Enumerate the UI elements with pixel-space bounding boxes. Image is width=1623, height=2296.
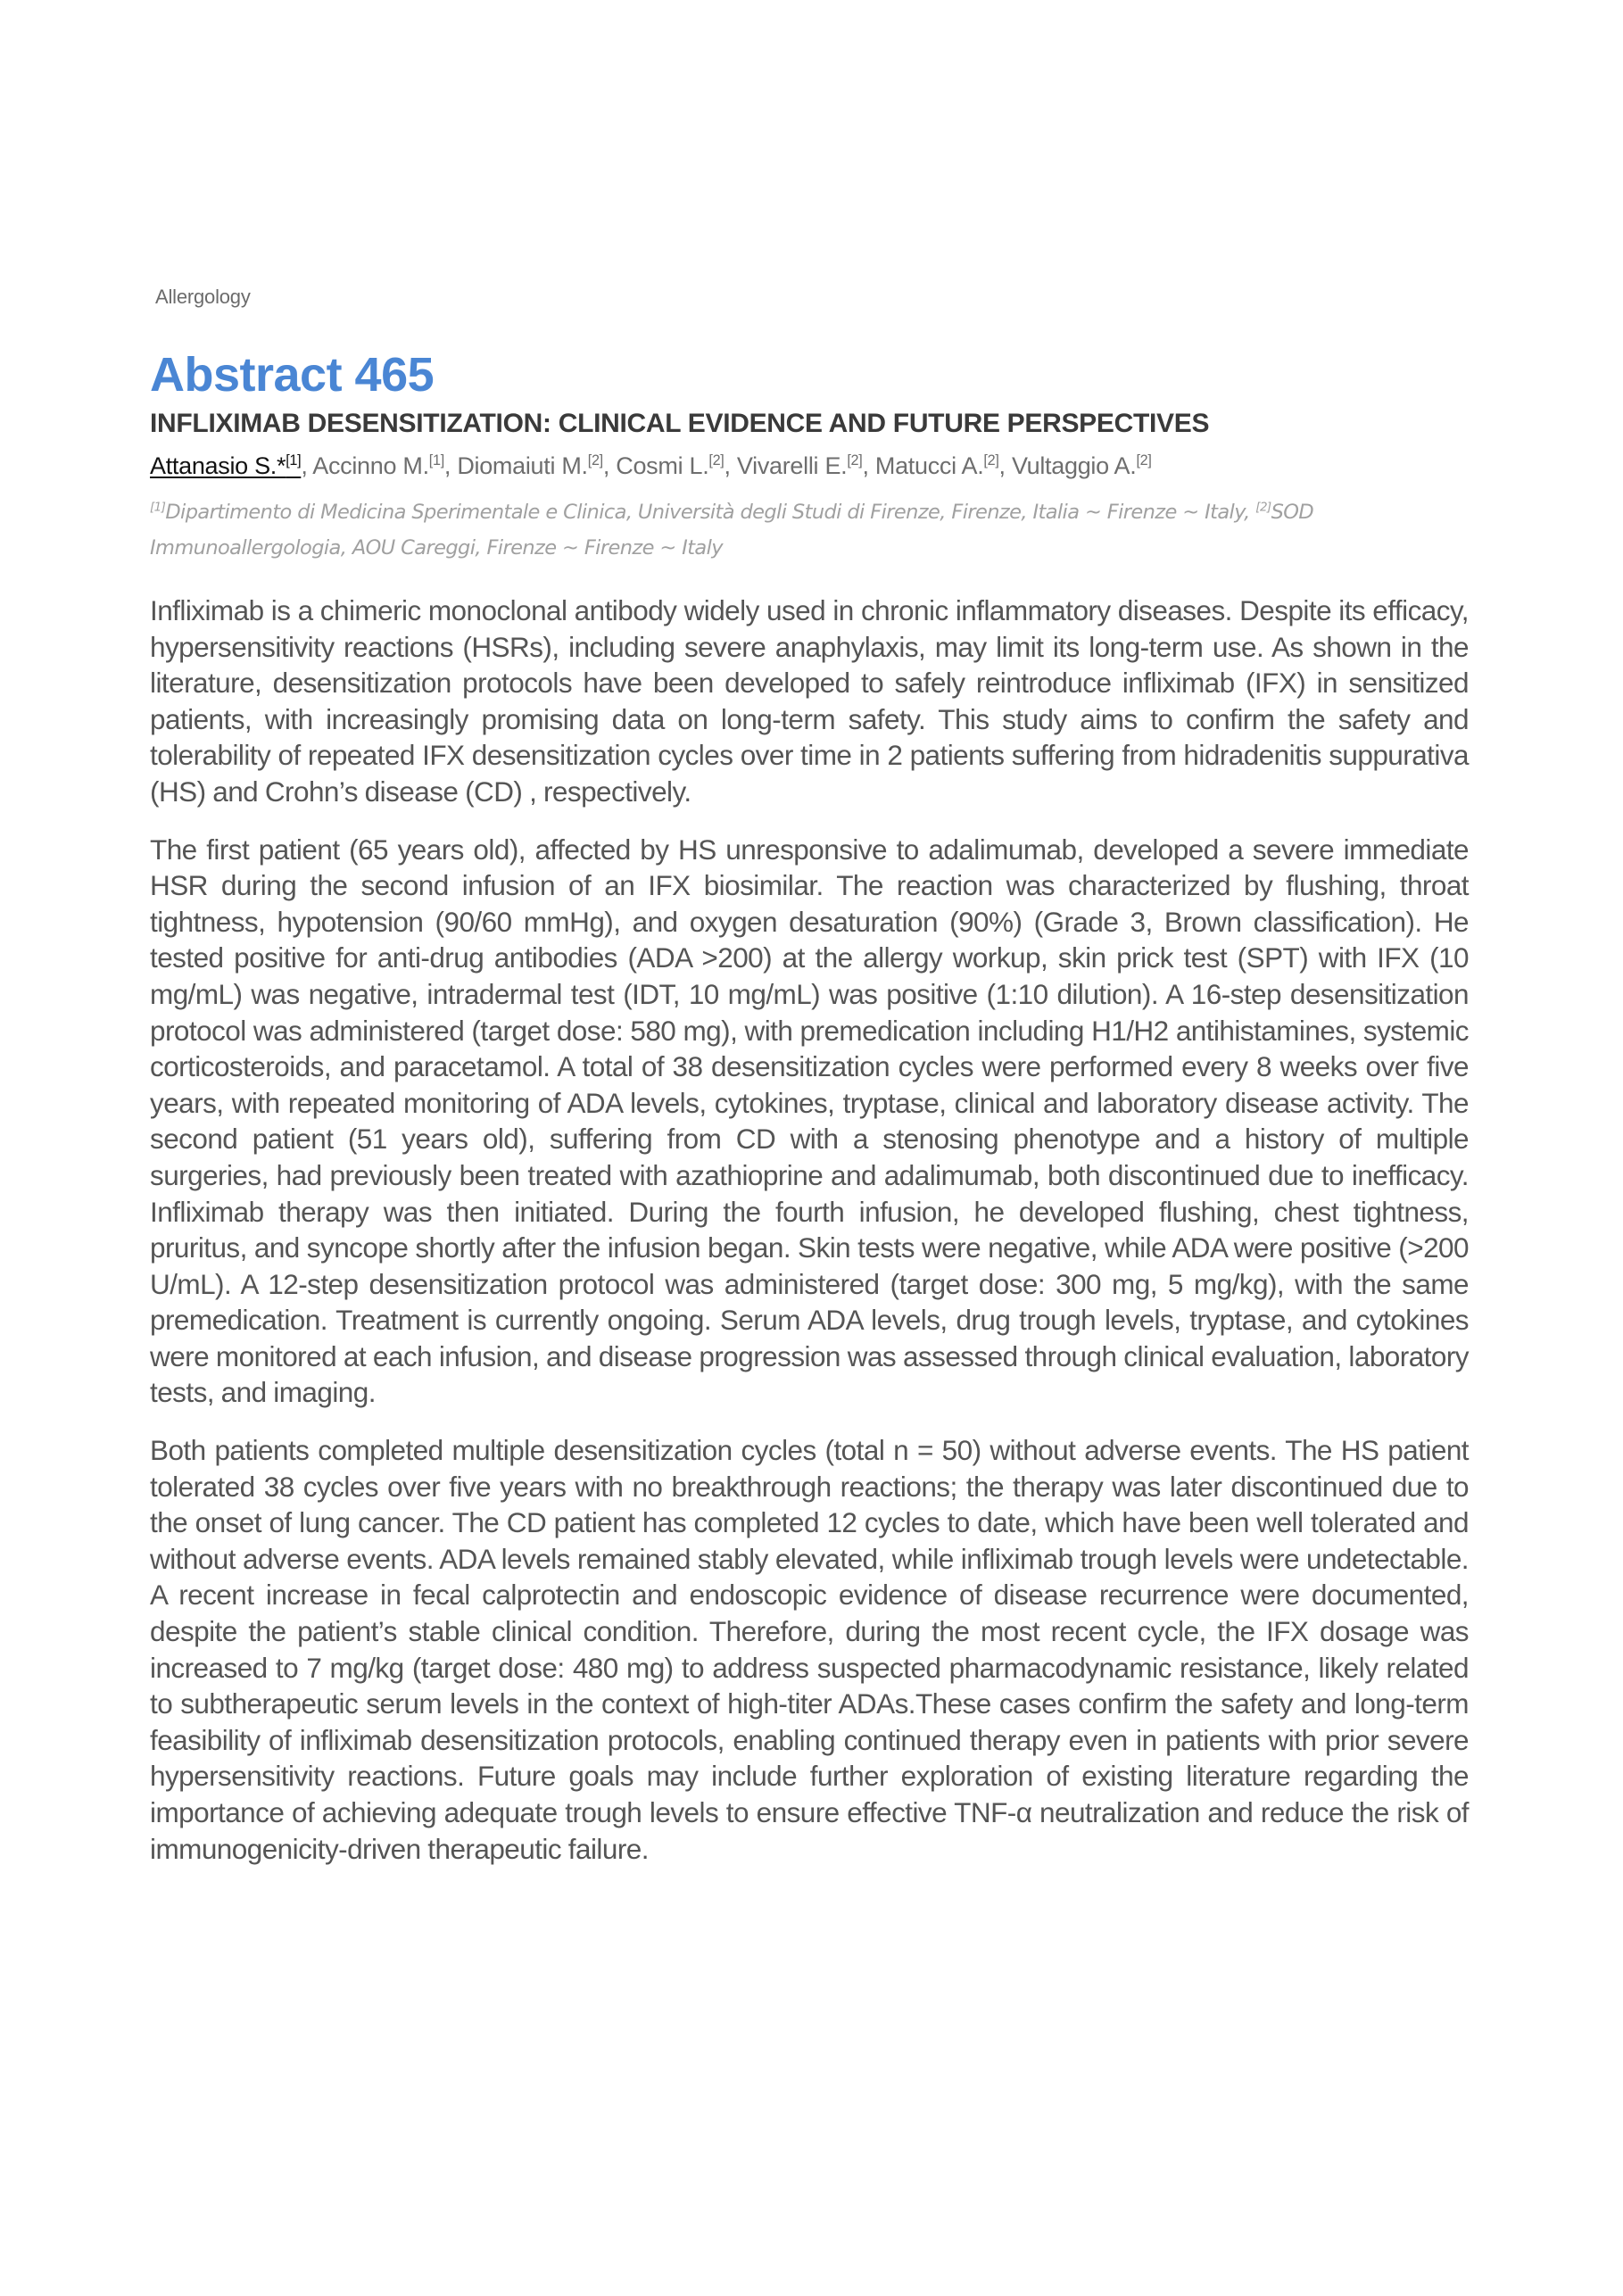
affiliation-marker: [2]: [1255, 500, 1271, 515]
author-affiliation-marker: [2]: [847, 452, 863, 468]
author-separator: ,: [724, 452, 737, 479]
affiliation-list: [150, 494, 1469, 566]
author-name: Vultaggio A.: [1011, 452, 1137, 479]
author-name: Accinno M.: [312, 452, 429, 479]
author-separator: ,: [862, 452, 875, 479]
author: [875, 452, 999, 479]
author-affiliation-marker: [2]: [1136, 452, 1152, 468]
paragraph-introduction: Infliximab is a chimeric monoclonal antibody widely used in chronic inflammatory diseases. Despite its efficacy, hypersensitivity reactions (HSRs), including severe anaphylaxis, may limit its long-term use. As shown in the literature, desensitization protocols have been developed to safely reintroduce infliximab (IFX) in sensitized patients, with increasingly promising data on long-term safety. This study aims to confirm the safety and tolerability of repeated IFX desensitization cycles over time in 2 patients suffering from hidradenitis suppurativa (HS) and Crohn’s disease (CD) , respectively.: [150, 594, 1469, 808]
author: [616, 452, 724, 479]
author: [737, 452, 863, 479]
author-name: Attanasio S.*: [150, 452, 286, 479]
author-affiliation-marker: [1]: [428, 452, 444, 468]
author-separator: ,: [998, 452, 1012, 479]
author-list: [150, 450, 1469, 482]
abstract-title: INFLIXIMAB DESENSITIZATION: CLINICAL EVIDENCE AND FUTURE PERSPECTIVES: [150, 409, 1210, 438]
author-affiliation-marker: [2]: [708, 452, 725, 468]
author-name: Vivarelli E.: [736, 452, 848, 479]
author-name: Matucci A.: [874, 452, 984, 479]
affiliation-text: SOD Immunoallergologia, AOU Careggi, Firenze ~ Firenze ~ Italy: [150, 501, 1314, 559]
author-affiliation-marker: [1]: [286, 452, 302, 468]
author-affiliation-marker: [2]: [983, 452, 999, 468]
author: [312, 452, 444, 479]
paragraph-methods: The first patient (65 years old), affected by HS unresponsive to adalimumab, developed a severe immediate HSR during the second infusion of an IFX biosimilar. The reaction was characterized by flushing, throat tightness, hypotension (90/60 mmHg), and oxygen desaturation (90%) (Grade 3, Brown classification). He tested positive for anti-drug antibodies (ADA >200) at the allergy workup, skin prick test (SPT) with IFX (10 mg/mL) was negative, intradermal test (IDT, 10 mg/mL) was positive (1:10 dilution). A 16-step desensitization protocol was administered (target dose: 580 mg), with premedication including H1/H2 antihistamines, systemic corticosteroids, and paracetamol. A total of 38 desensitization cycles were performed every 8 weeks over five years, with repeated monitoring of ADA levels, cytokines, tryptase, clinical and laboratory disease activity. The second patient (51 years old), suffering from CD with a stenosing phenotype and a history of multiple surgeries, had previously been treated with azathioprine and adalimumab, both discontinued due to inefficacy. Infliximab therapy was then initiated. During the fourth infusion, he developed flushing, chest tightness, pruritus, and syncope shortly after the infusion began. Skin tests were negative, while ADA were positive (>200 U/mL). A 12-step desensitization protocol was administered (target dose: 300 mg, 5 mg/kg), with the same premedication. Treatment is currently ongoing. Serum ADA levels, drug trough levels, tryptase, and cytokines were monitored at each infusion, and disease progression was assessed through clinical evaluation, laboratory tests, and imaging.: [150, 833, 1469, 1409]
abstract-page: [150, 284, 1469, 1888]
author-name: Diomaiuti M.: [457, 452, 588, 479]
author: [1012, 452, 1152, 479]
author-presenting: [150, 452, 301, 479]
author-affiliation-marker: [2]: [587, 452, 603, 468]
author-separator: ,: [301, 452, 313, 479]
category-label: Allergology: [155, 286, 251, 308]
abstract-body: [150, 593, 1469, 1867]
author-name: Cosmi L.: [616, 452, 709, 479]
author-separator: ,: [443, 452, 458, 479]
author: [457, 452, 603, 479]
author-separator: ,: [602, 452, 617, 479]
affiliation-marker: [1]: [150, 500, 166, 515]
affiliation-text: Dipartimento di Medicina Sperimentale e Clinica, Università degli Studi di Firenze, Firenze, Italia ~ Firenze ~ Italy,: [165, 501, 1256, 524]
paragraph-results-conclusions: Both patients completed multiple desensitization cycles (total n = 50) without adverse events. The HS patient tolerated 38 cycles over five years with no breakthrough reactions; the therapy was later discontinued due to the onset of lung cancer. The CD patient has completed 12 cycles to date, which have been well tolerated and without adverse events. ADA levels remained stably elevated, while infliximab trough levels were undetectable. A recent increase in fecal calprotectin and endoscopic evidence of disease recurrence were documented, despite the patient’s stable clinical condition. Therefore, during the most recent cycle, the IFX dosage was increased to 7 mg/kg (target dose: 480 mg) to address suspected pharmacodynamic resistance, likely related to subtherapeutic serum levels in the context of high-titer ADAs.These cases confirm the safety and long-term feasibility of infliximab desensitization protocols, enabling continued therapy even in patients with prior severe hypersensitivity reactions. Future goals may include further exploration of existing literature regarding the importance of achieving adequate trough levels to ensure effective TNF-α neutralization and reduce the risk of immunogenicity-driven therapeutic failure.: [150, 1434, 1469, 1865]
abstract-number-heading: Abstract 465: [150, 348, 435, 402]
